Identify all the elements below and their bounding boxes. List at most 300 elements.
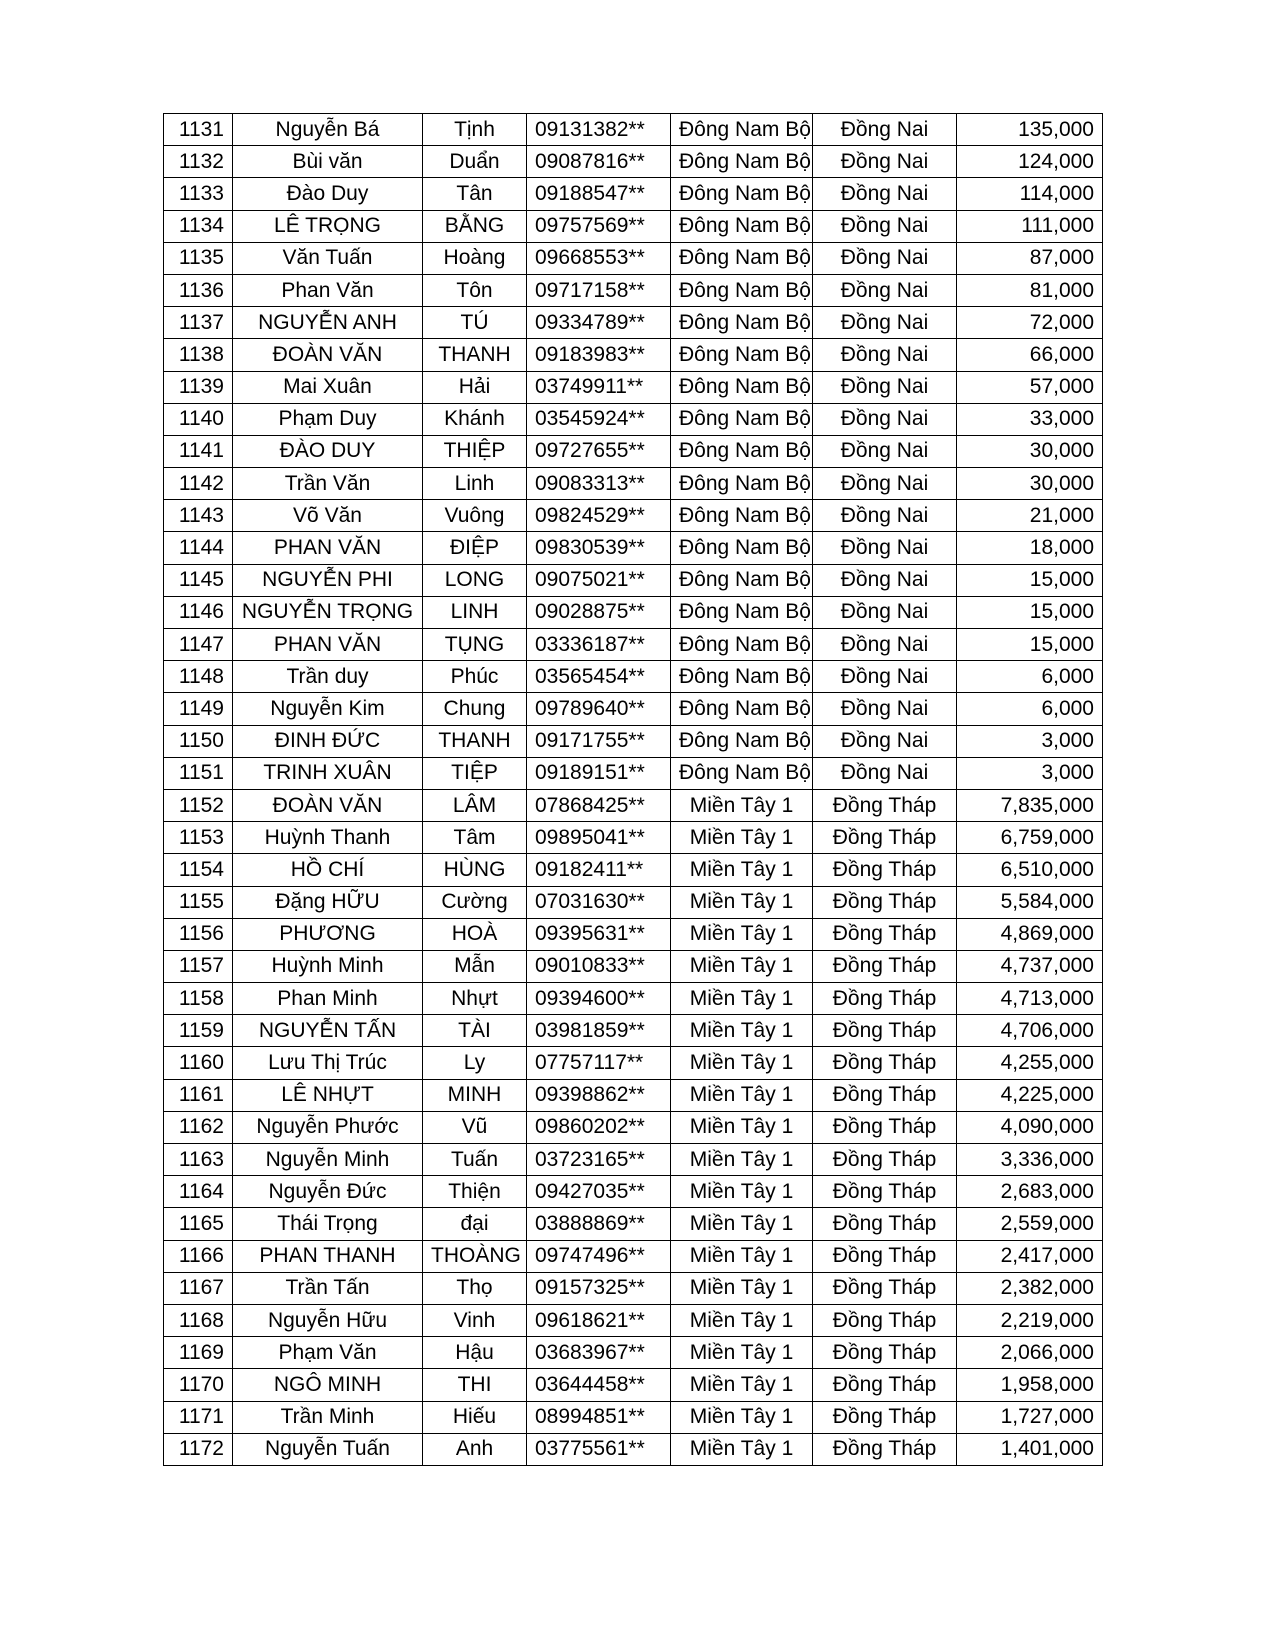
- row-number-cell: 1147: [164, 629, 233, 661]
- row-number-cell: 1169: [164, 1337, 233, 1369]
- amount-cell: 6,000: [957, 661, 1103, 693]
- given-name-cell: Cường: [423, 886, 527, 918]
- region-cell: Đông Nam Bộ: [671, 435, 813, 467]
- table-row: [164, 1111, 1103, 1143]
- given-name-cell: Vinh: [423, 1304, 527, 1336]
- surname-cell: Phan Văn: [233, 274, 423, 306]
- phone-cell: 09189151**: [527, 757, 671, 789]
- amount-cell: 135,000: [957, 114, 1103, 146]
- phone-cell: 09334789**: [527, 307, 671, 339]
- table-row: [164, 725, 1103, 757]
- surname-cell: Đặng HỮU: [233, 886, 423, 918]
- table-row: [164, 339, 1103, 371]
- phone-cell: 09395631**: [527, 918, 671, 950]
- row-number-cell: 1161: [164, 1079, 233, 1111]
- surname-cell: NGUYỄN TRỌNG: [233, 596, 423, 628]
- table-row: [164, 854, 1103, 886]
- amount-cell: 4,255,000: [957, 1047, 1103, 1079]
- amount-cell: 4,713,000: [957, 983, 1103, 1015]
- table-row: [164, 371, 1103, 403]
- given-name-cell: Hậu: [423, 1337, 527, 1369]
- phone-cell: 09028875**: [527, 596, 671, 628]
- region-cell: Đông Nam Bộ: [671, 146, 813, 178]
- table-row: [164, 983, 1103, 1015]
- given-name-cell: Nhựt: [423, 983, 527, 1015]
- region-cell: Đông Nam Bộ: [671, 661, 813, 693]
- region-cell: Đông Nam Bộ: [671, 468, 813, 500]
- region-cell: Miền Tây 1: [671, 1304, 813, 1336]
- table-row: [164, 146, 1103, 178]
- province-cell: Đồng Tháp: [813, 1176, 957, 1208]
- surname-cell: Trần Minh: [233, 1401, 423, 1433]
- table-row: [164, 629, 1103, 661]
- given-name-cell: Khánh: [423, 403, 527, 435]
- surname-cell: HỒ CHÍ: [233, 854, 423, 886]
- province-cell: Đồng Tháp: [813, 1433, 957, 1465]
- amount-cell: 4,706,000: [957, 1015, 1103, 1047]
- amount-cell: 1,401,000: [957, 1433, 1103, 1465]
- amount-cell: 7,835,000: [957, 789, 1103, 821]
- region-cell: Đông Nam Bộ: [671, 210, 813, 242]
- given-name-cell: Duẩn: [423, 146, 527, 178]
- given-name-cell: Thiện: [423, 1176, 527, 1208]
- data-table: [163, 113, 1103, 1466]
- region-cell: Miền Tây 1: [671, 950, 813, 982]
- row-number-cell: 1136: [164, 274, 233, 306]
- row-number-cell: 1146: [164, 596, 233, 628]
- row-number-cell: 1167: [164, 1272, 233, 1304]
- given-name-cell: BẰNG: [423, 210, 527, 242]
- region-cell: Miền Tây 1: [671, 854, 813, 886]
- given-name-cell: THOÀNG: [423, 1240, 527, 1272]
- province-cell: Đồng Tháp: [813, 854, 957, 886]
- phone-cell: 03775561**: [527, 1433, 671, 1465]
- province-cell: Đồng Nai: [813, 757, 957, 789]
- given-name-cell: Hoàng: [423, 242, 527, 274]
- region-cell: Miền Tây 1: [671, 1047, 813, 1079]
- amount-cell: 2,382,000: [957, 1272, 1103, 1304]
- table-row: [164, 757, 1103, 789]
- province-cell: Đồng Nai: [813, 661, 957, 693]
- amount-cell: 30,000: [957, 468, 1103, 500]
- region-cell: Đông Nam Bộ: [671, 274, 813, 306]
- surname-cell: Nguyễn Phước: [233, 1111, 423, 1143]
- phone-cell: 07757117**: [527, 1047, 671, 1079]
- region-cell: Miền Tây 1: [671, 1079, 813, 1111]
- amount-cell: 114,000: [957, 178, 1103, 210]
- row-number-cell: 1148: [164, 661, 233, 693]
- row-number-cell: 1135: [164, 242, 233, 274]
- row-number-cell: 1144: [164, 532, 233, 564]
- phone-cell: 09860202**: [527, 1111, 671, 1143]
- phone-cell: 09427035**: [527, 1176, 671, 1208]
- given-name-cell: Mẫn: [423, 950, 527, 982]
- given-name-cell: Hải: [423, 371, 527, 403]
- region-cell: Đông Nam Bộ: [671, 532, 813, 564]
- amount-cell: 1,958,000: [957, 1369, 1103, 1401]
- phone-cell: 08994851**: [527, 1401, 671, 1433]
- province-cell: Đồng Tháp: [813, 822, 957, 854]
- amount-cell: 2,559,000: [957, 1208, 1103, 1240]
- row-number-cell: 1143: [164, 500, 233, 532]
- region-cell: Đông Nam Bộ: [671, 307, 813, 339]
- phone-cell: 09830539**: [527, 532, 671, 564]
- region-cell: Miền Tây 1: [671, 789, 813, 821]
- row-number-cell: 1160: [164, 1047, 233, 1079]
- table-row: [164, 274, 1103, 306]
- row-number-cell: 1163: [164, 1144, 233, 1176]
- region-cell: Miền Tây 1: [671, 886, 813, 918]
- given-name-cell: LINH: [423, 596, 527, 628]
- amount-cell: 33,000: [957, 403, 1103, 435]
- phone-cell: 03888869**: [527, 1208, 671, 1240]
- row-number-cell: 1156: [164, 918, 233, 950]
- given-name-cell: LONG: [423, 564, 527, 596]
- row-number-cell: 1158: [164, 983, 233, 1015]
- region-cell: Đông Nam Bộ: [671, 178, 813, 210]
- region-cell: Đông Nam Bộ: [671, 403, 813, 435]
- region-cell: Miền Tây 1: [671, 1176, 813, 1208]
- amount-cell: 6,510,000: [957, 854, 1103, 886]
- amount-cell: 72,000: [957, 307, 1103, 339]
- amount-cell: 6,000: [957, 693, 1103, 725]
- surname-cell: Nguyễn Đức: [233, 1176, 423, 1208]
- given-name-cell: ĐIỆP: [423, 532, 527, 564]
- amount-cell: 30,000: [957, 435, 1103, 467]
- given-name-cell: THI: [423, 1369, 527, 1401]
- surname-cell: TRINH XUÂN: [233, 757, 423, 789]
- table-row: [164, 210, 1103, 242]
- province-cell: Đồng Tháp: [813, 918, 957, 950]
- given-name-cell: Tôn: [423, 274, 527, 306]
- phone-cell: 09747496**: [527, 1240, 671, 1272]
- given-name-cell: Tịnh: [423, 114, 527, 146]
- province-cell: Đồng Nai: [813, 693, 957, 725]
- table-row: [164, 1369, 1103, 1401]
- given-name-cell: THANH: [423, 725, 527, 757]
- table-row: [164, 1047, 1103, 1079]
- amount-cell: 3,000: [957, 757, 1103, 789]
- amount-cell: 3,336,000: [957, 1144, 1103, 1176]
- surname-cell: Võ Văn: [233, 500, 423, 532]
- given-name-cell: Phúc: [423, 661, 527, 693]
- table-row: [164, 693, 1103, 725]
- row-number-cell: 1168: [164, 1304, 233, 1336]
- given-name-cell: TỤNG: [423, 629, 527, 661]
- province-cell: Đồng Tháp: [813, 1401, 957, 1433]
- province-cell: Đồng Nai: [813, 178, 957, 210]
- given-name-cell: Thọ: [423, 1272, 527, 1304]
- given-name-cell: Vũ: [423, 1111, 527, 1143]
- surname-cell: NGUYỄN TẤN: [233, 1015, 423, 1047]
- region-cell: Đông Nam Bộ: [671, 242, 813, 274]
- province-cell: Đồng Tháp: [813, 886, 957, 918]
- surname-cell: ĐOÀN VĂN: [233, 339, 423, 371]
- region-cell: Miền Tây 1: [671, 1240, 813, 1272]
- given-name-cell: đại: [423, 1208, 527, 1240]
- region-cell: Đông Nam Bộ: [671, 693, 813, 725]
- given-name-cell: TÚ: [423, 307, 527, 339]
- row-number-cell: 1157: [164, 950, 233, 982]
- given-name-cell: HÙNG: [423, 854, 527, 886]
- row-number-cell: 1166: [164, 1240, 233, 1272]
- amount-cell: 1,727,000: [957, 1401, 1103, 1433]
- surname-cell: Nguyễn Kim: [233, 693, 423, 725]
- province-cell: Đồng Tháp: [813, 1047, 957, 1079]
- phone-cell: 07868425**: [527, 789, 671, 821]
- province-cell: Đồng Nai: [813, 339, 957, 371]
- amount-cell: 81,000: [957, 274, 1103, 306]
- row-number-cell: 1139: [164, 371, 233, 403]
- surname-cell: Phan Minh: [233, 983, 423, 1015]
- province-cell: Đồng Tháp: [813, 1144, 957, 1176]
- phone-cell: 09083313**: [527, 468, 671, 500]
- amount-cell: 4,869,000: [957, 918, 1103, 950]
- surname-cell: NGUYỄN PHI: [233, 564, 423, 596]
- phone-cell: 03749911**: [527, 371, 671, 403]
- surname-cell: Nguyễn Hữu: [233, 1304, 423, 1336]
- given-name-cell: Anh: [423, 1433, 527, 1465]
- row-number-cell: 1154: [164, 854, 233, 886]
- surname-cell: Thái Trọng: [233, 1208, 423, 1240]
- given-name-cell: MINH: [423, 1079, 527, 1111]
- province-cell: Đồng Nai: [813, 532, 957, 564]
- phone-cell: 03336187**: [527, 629, 671, 661]
- phone-cell: 09131382**: [527, 114, 671, 146]
- table-row: [164, 1240, 1103, 1272]
- province-cell: Đồng Tháp: [813, 1337, 957, 1369]
- phone-cell: 09087816**: [527, 146, 671, 178]
- table-row: [164, 307, 1103, 339]
- surname-cell: PHAN THANH: [233, 1240, 423, 1272]
- amount-cell: 15,000: [957, 629, 1103, 661]
- row-number-cell: 1131: [164, 114, 233, 146]
- amount-cell: 66,000: [957, 339, 1103, 371]
- table-row: [164, 435, 1103, 467]
- region-cell: Miền Tây 1: [671, 822, 813, 854]
- surname-cell: ĐÀO DUY: [233, 435, 423, 467]
- region-cell: Miền Tây 1: [671, 1369, 813, 1401]
- surname-cell: LÊ NHỰT: [233, 1079, 423, 1111]
- row-number-cell: 1141: [164, 435, 233, 467]
- surname-cell: Trần Văn: [233, 468, 423, 500]
- province-cell: Đồng Tháp: [813, 950, 957, 982]
- province-cell: Đồng Nai: [813, 146, 957, 178]
- table-row: [164, 1208, 1103, 1240]
- region-cell: Miền Tây 1: [671, 1272, 813, 1304]
- region-cell: Đông Nam Bộ: [671, 596, 813, 628]
- phone-cell: 09789640**: [527, 693, 671, 725]
- province-cell: Đồng Nai: [813, 274, 957, 306]
- surname-cell: Bùi văn: [233, 146, 423, 178]
- phone-cell: 09394600**: [527, 983, 671, 1015]
- region-cell: Đông Nam Bộ: [671, 757, 813, 789]
- phone-cell: 03565454**: [527, 661, 671, 693]
- phone-cell: 03981859**: [527, 1015, 671, 1047]
- surname-cell: Phạm Văn: [233, 1337, 423, 1369]
- region-cell: Miền Tây 1: [671, 1015, 813, 1047]
- province-cell: Đồng Tháp: [813, 789, 957, 821]
- surname-cell: Mai Xuân: [233, 371, 423, 403]
- table-row: [164, 532, 1103, 564]
- row-number-cell: 1172: [164, 1433, 233, 1465]
- province-cell: Đồng Nai: [813, 210, 957, 242]
- province-cell: Đồng Nai: [813, 242, 957, 274]
- surname-cell: Đào Duy: [233, 178, 423, 210]
- table-row: [164, 661, 1103, 693]
- table-row: [164, 403, 1103, 435]
- region-cell: Miền Tây 1: [671, 1111, 813, 1143]
- row-number-cell: 1132: [164, 146, 233, 178]
- given-name-cell: Chung: [423, 693, 527, 725]
- amount-cell: 15,000: [957, 564, 1103, 596]
- table-row: [164, 1304, 1103, 1336]
- given-name-cell: HOÀ: [423, 918, 527, 950]
- given-name-cell: Tuấn: [423, 1144, 527, 1176]
- phone-cell: 03723165**: [527, 1144, 671, 1176]
- row-number-cell: 1171: [164, 1401, 233, 1433]
- region-cell: Miền Tây 1: [671, 1401, 813, 1433]
- given-name-cell: Linh: [423, 468, 527, 500]
- given-name-cell: Vuông: [423, 500, 527, 532]
- table-row: [164, 822, 1103, 854]
- row-number-cell: 1145: [164, 564, 233, 596]
- row-number-cell: 1164: [164, 1176, 233, 1208]
- province-cell: Đồng Nai: [813, 114, 957, 146]
- province-cell: Đồng Nai: [813, 596, 957, 628]
- given-name-cell: THANH: [423, 339, 527, 371]
- amount-cell: 18,000: [957, 532, 1103, 564]
- phone-cell: 09895041**: [527, 822, 671, 854]
- surname-cell: PHƯƠNG: [233, 918, 423, 950]
- province-cell: Đồng Tháp: [813, 1304, 957, 1336]
- province-cell: Đồng Tháp: [813, 1208, 957, 1240]
- table-row: [164, 1079, 1103, 1111]
- row-number-cell: 1159: [164, 1015, 233, 1047]
- given-name-cell: Tâm: [423, 822, 527, 854]
- row-number-cell: 1137: [164, 307, 233, 339]
- table-row: [164, 1176, 1103, 1208]
- region-cell: Đông Nam Bộ: [671, 564, 813, 596]
- row-number-cell: 1138: [164, 339, 233, 371]
- amount-cell: 4,737,000: [957, 950, 1103, 982]
- phone-cell: 09075021**: [527, 564, 671, 596]
- region-cell: Miền Tây 1: [671, 1337, 813, 1369]
- surname-cell: Huỳnh Minh: [233, 950, 423, 982]
- amount-cell: 3,000: [957, 725, 1103, 757]
- table-row: [164, 886, 1103, 918]
- province-cell: Đồng Tháp: [813, 1240, 957, 1272]
- region-cell: Đông Nam Bộ: [671, 500, 813, 532]
- table-row: [164, 789, 1103, 821]
- surname-cell: Phạm Duy: [233, 403, 423, 435]
- row-number-cell: 1151: [164, 757, 233, 789]
- surname-cell: Huỳnh Thanh: [233, 822, 423, 854]
- province-cell: Đồng Nai: [813, 371, 957, 403]
- phone-cell: 09398862**: [527, 1079, 671, 1111]
- row-number-cell: 1142: [164, 468, 233, 500]
- phone-cell: 09171755**: [527, 725, 671, 757]
- given-name-cell: TIỆP: [423, 757, 527, 789]
- row-number-cell: 1134: [164, 210, 233, 242]
- amount-cell: 2,417,000: [957, 1240, 1103, 1272]
- amount-cell: 57,000: [957, 371, 1103, 403]
- phone-cell: 09182411**: [527, 854, 671, 886]
- province-cell: Đồng Nai: [813, 500, 957, 532]
- amount-cell: 124,000: [957, 146, 1103, 178]
- region-cell: Đông Nam Bộ: [671, 339, 813, 371]
- row-number-cell: 1133: [164, 178, 233, 210]
- region-cell: Đông Nam Bộ: [671, 371, 813, 403]
- province-cell: Đồng Nai: [813, 435, 957, 467]
- province-cell: Đồng Nai: [813, 307, 957, 339]
- row-number-cell: 1153: [164, 822, 233, 854]
- given-name-cell: Hiếu: [423, 1401, 527, 1433]
- province-cell: Đồng Tháp: [813, 1079, 957, 1111]
- phone-cell: 09727655**: [527, 435, 671, 467]
- amount-cell: 2,219,000: [957, 1304, 1103, 1336]
- table-row: [164, 114, 1103, 146]
- surname-cell: Nguyễn Minh: [233, 1144, 423, 1176]
- surname-cell: Nguyễn Tuấn: [233, 1433, 423, 1465]
- surname-cell: Lưu Thị Trúc: [233, 1047, 423, 1079]
- region-cell: Miền Tây 1: [671, 983, 813, 1015]
- province-cell: Đồng Tháp: [813, 1272, 957, 1304]
- province-cell: Đồng Tháp: [813, 1015, 957, 1047]
- surname-cell: Văn Tuấn: [233, 242, 423, 274]
- region-cell: Đông Nam Bộ: [671, 114, 813, 146]
- phone-cell: 07031630**: [527, 886, 671, 918]
- phone-cell: 09757569**: [527, 210, 671, 242]
- phone-cell: 03644458**: [527, 1369, 671, 1401]
- amount-cell: 2,683,000: [957, 1176, 1103, 1208]
- given-name-cell: LÂM: [423, 789, 527, 821]
- phone-cell: 09717158**: [527, 274, 671, 306]
- table-row: [164, 242, 1103, 274]
- table-row: [164, 918, 1103, 950]
- province-cell: Đồng Nai: [813, 403, 957, 435]
- region-cell: Đông Nam Bộ: [671, 629, 813, 661]
- row-number-cell: 1149: [164, 693, 233, 725]
- phone-cell: 03545924**: [527, 403, 671, 435]
- phone-cell: 09668553**: [527, 242, 671, 274]
- amount-cell: 87,000: [957, 242, 1103, 274]
- amount-cell: 21,000: [957, 500, 1103, 532]
- region-cell: Miền Tây 1: [671, 1208, 813, 1240]
- given-name-cell: Tân: [423, 178, 527, 210]
- phone-cell: 09188547**: [527, 178, 671, 210]
- given-name-cell: THIỆP: [423, 435, 527, 467]
- table-row: [164, 1401, 1103, 1433]
- row-number-cell: 1140: [164, 403, 233, 435]
- surname-cell: PHAN VĂN: [233, 629, 423, 661]
- table-row: [164, 1272, 1103, 1304]
- surname-cell: NGUYỄN ANH: [233, 307, 423, 339]
- province-cell: Đồng Nai: [813, 468, 957, 500]
- province-cell: Đồng Nai: [813, 564, 957, 596]
- phone-cell: 09183983**: [527, 339, 671, 371]
- amount-cell: 5,584,000: [957, 886, 1103, 918]
- table-row: [164, 596, 1103, 628]
- region-cell: Miền Tây 1: [671, 1433, 813, 1465]
- row-number-cell: 1155: [164, 886, 233, 918]
- surname-cell: ĐINH ĐỨC: [233, 725, 423, 757]
- region-cell: Đông Nam Bộ: [671, 725, 813, 757]
- surname-cell: Trần Tấn: [233, 1272, 423, 1304]
- table-row: [164, 1144, 1103, 1176]
- phone-cell: 09618621**: [527, 1304, 671, 1336]
- surname-cell: Nguyễn Bá: [233, 114, 423, 146]
